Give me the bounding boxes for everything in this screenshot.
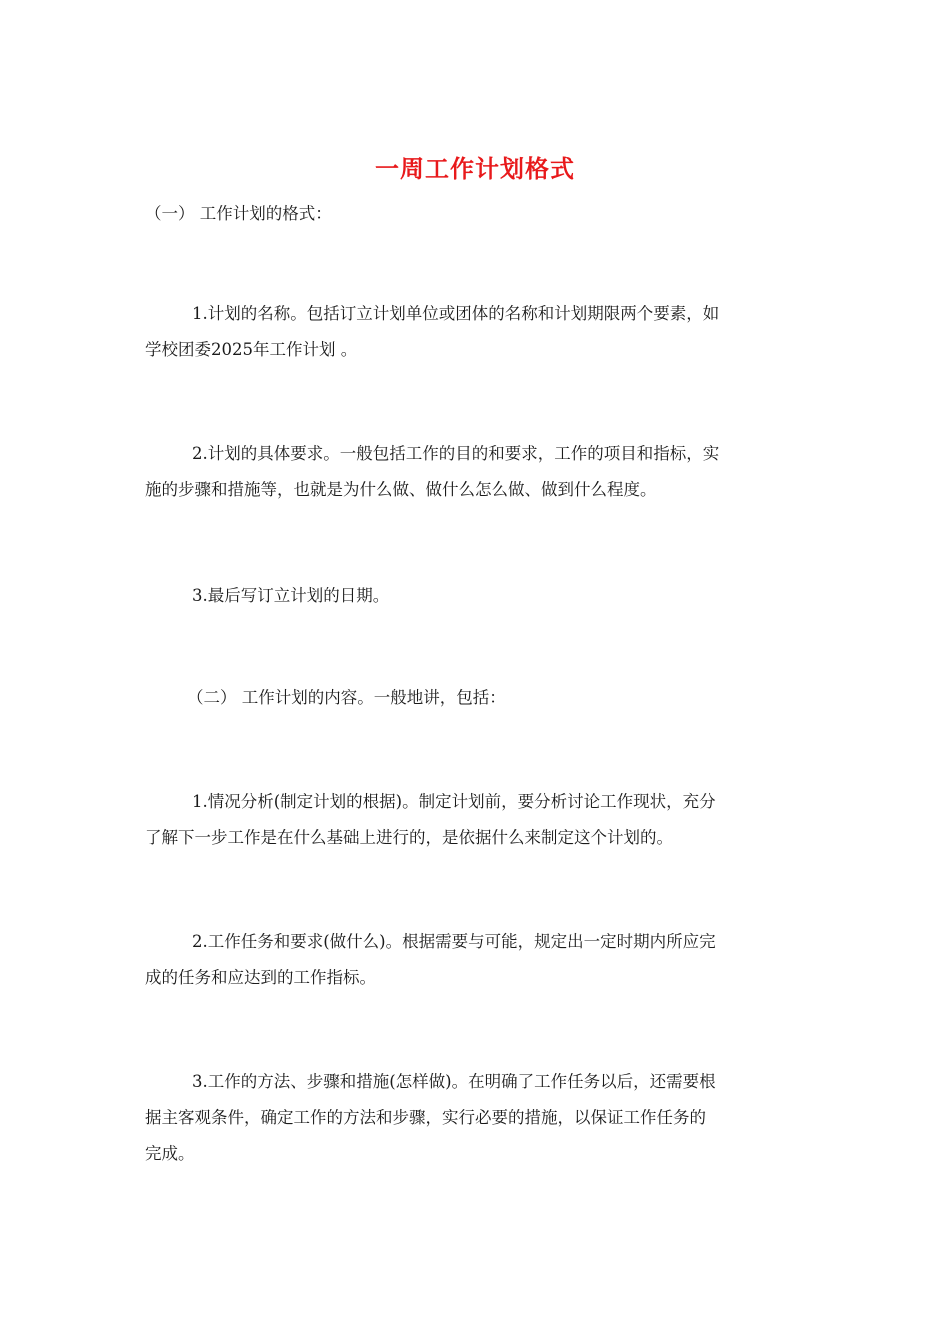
paragraph-methods-steps [145,1064,807,1172]
document-title: 一周工作计划格式 [375,154,575,183]
text-line: （一） 工作计划的格式： [145,204,332,223]
text-line: 1.情况分析(制定计划的根据)。制定计划前，要分析讨论工作现状，充分 [192,792,716,811]
text-line: （二） 工作计划的内容。一般地讲，包括： [187,688,506,707]
text-line: 成的任务和应达到的工作指标。 [145,968,376,987]
section-heading-format [145,196,807,232]
text-line: 2.计划的具体要求。一般包括工作的目的和要求，工作的项目和指标，实 [192,444,720,463]
text-line: 3.最后写订立计划的日期。 [192,586,390,605]
paragraph-plan-requirements [145,436,807,508]
paragraph-plan-date [145,578,807,614]
paragraph-situation-analysis [145,784,807,856]
text-line: 3.工作的方法、步骤和措施(怎样做)。在明确了工作任务以后，还需要根 [192,1072,716,1091]
paragraph-plan-name [145,296,807,368]
text-line: 完成。 [145,1144,195,1163]
text-line: 1.计划的名称。包括订立计划单位或团体的名称和计划期限两个要素，如 [192,304,720,323]
section-heading-content [145,680,807,716]
text-line: 学校团委2025年工作计划 。 [145,340,358,359]
text-line: 据主客观条件，确定工作的方法和步骤，实行必要的措施，以保证工作任务的 [145,1108,706,1127]
text-line: 施的步骤和措施等，也就是为什么做、做什么怎么做、做到什么程度。 [145,480,657,499]
text-line: 2.工作任务和要求(做什么)。根据需要与可能，规定出一定时期内所应完 [192,932,716,951]
text-line: 了解下一步工作是在什么基础上进行的，是依据什么来制定这个计划的。 [145,828,673,847]
paragraph-tasks-requirements [145,924,807,996]
